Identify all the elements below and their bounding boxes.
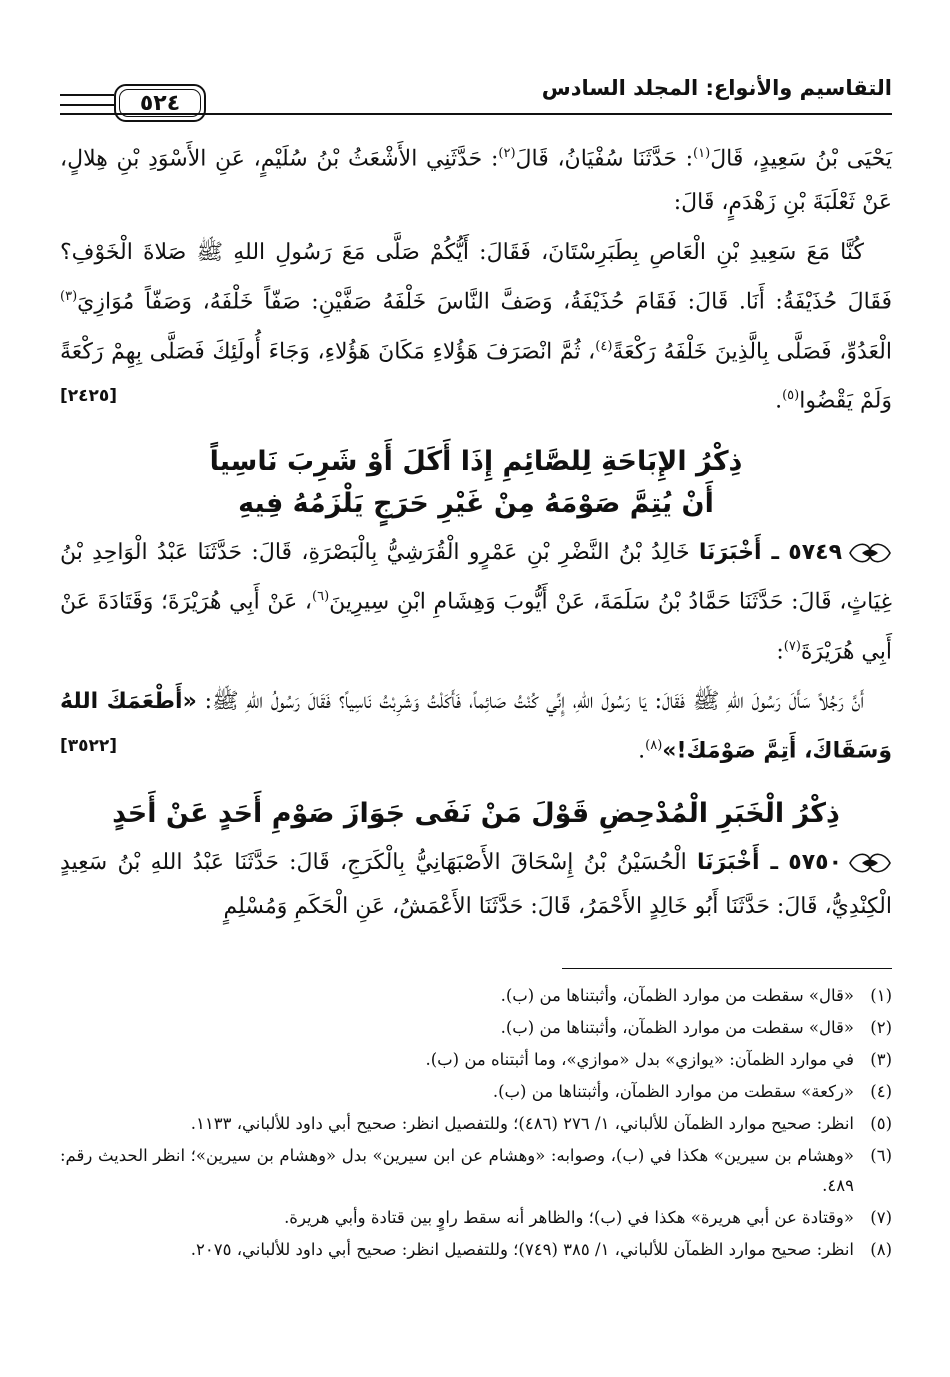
hadith-number: ٥٧٥٠	[788, 850, 842, 876]
footnote	[60, 981, 892, 1011]
text: أَنَّ رَجُلاً سَأَلَ رَسُولَ اللهِ ﷺ فَقَالَ: يَا رَسُولَ اللهِ، إِنِّي كُنْتُ صَائِماً، فَأَكَلْتُ وَشَرِبْتُ نَاسِياً؟ فَقَالَ رَسُولُ اللهِ ﷺ:	[196, 688, 864, 714]
hadith-reference: [٢٤٢٥]	[60, 385, 118, 406]
text: يَحْيَى بْنُ سَعِيدٍ، قَالَ	[710, 146, 893, 172]
footnote-number: (٤)	[870, 1082, 892, 1101]
hadith-ornament-icon	[848, 540, 892, 566]
footnote-number: (٧)	[870, 1208, 892, 1227]
footnotes	[60, 968, 892, 1267]
hadith-matn	[60, 231, 892, 423]
text: خَالِدُ بْنُ النَّضْرِ بْنِ عَمْرٍو الْقُرَشِيُّ بِالْبَصْرَةِ، قَالَ: حَدَّثَنَا عَبْدُ الْوَاحِدِ بْنُ غِيَاثٍ، قَالَ: حَدَّثَنَا حَمَّادُ بْنُ سَلَمَةَ، عَنْ أَيُّوبَ وَهِشَامِ ابْنِ سِيرِينَ	[60, 540, 893, 615]
footnote-marker: (٥)	[782, 387, 800, 403]
hadith-reference: [٣٥٢٢]	[60, 735, 118, 756]
footnote-marker: (٦)	[312, 589, 330, 605]
page-body	[60, 70, 892, 929]
footnote-text: انظر: صحيح موارد الظمآن للألباني، ١/ ٣٨٥ (٧٤٩)؛ وللتفصيل انظر: صحيح أبي داود للألباني، ٢٠٧٥.	[190, 1240, 854, 1259]
page-number: ٥٢٤	[114, 84, 206, 122]
footnote	[60, 1203, 892, 1233]
akhbarana: ـ أَخْبَرَنَا	[698, 540, 779, 566]
footnote	[60, 1077, 892, 1107]
text: ، عَنْ أَبِي هُرَيْرَةَ؛ وَقَتَادَةَ عَنْ أَبِي هُرَيْرَةَ	[60, 589, 892, 664]
footnote-number: (٦)	[870, 1146, 892, 1165]
header-double-rule	[60, 94, 114, 106]
heading-line: ذِكْرُ الإِبَاحَةِ لِلصَّائِمِ إِذَا أَكَلَ أَوْ شَرِبَ نَاسِياً	[209, 446, 743, 478]
footnote-marker: (٤)	[595, 338, 613, 354]
footnote	[60, 1109, 892, 1139]
text: كُنَّا مَعَ سَعِيدِ بْنِ الْعَاصِ بِطَبَرِسْتَانَ، فَقَالَ: أَيُّكُمْ صَلَّى مَعَ رَسُولِ اللهِ ﷺ صَلاةَ الْخَوْفِ؟ فَقَالَ حُذَيْفَةُ: أَنَا. قَالَ: فَقَامَ حُذَيْفَةُ، وَصَفَّ النَّاسَ خَلْفَهُ صَفَّيْنِ: صَفّاً خَلْفَهُ، وَصَفّاً مُوَازِيَ	[60, 240, 892, 315]
akhbarana: ـ أَخْبَرَنَا	[697, 850, 779, 876]
chapter-heading	[60, 441, 892, 525]
heading-line: أَنْ يُتِمَّ صَوْمَهُ مِنْ غَيْرِ حَرَجٍ يَلْزَمُهُ فِيهِ	[238, 488, 714, 520]
running-title: التقاسيم والأنواع: المجلد السادس	[541, 76, 892, 100]
footnote-text: في موارد الظمآن: «يوازي» بدل «موازي»، وما أثبتناه من (ب).	[425, 1050, 854, 1069]
hadith-number: ٥٧٤٩	[788, 540, 843, 566]
footnote-number: (٨)	[870, 1240, 892, 1259]
footnote-number: (٣)	[870, 1050, 892, 1069]
footnote	[60, 1045, 892, 1075]
text: : حَدَّثَنَا سُفْيَانُ، قَالَ	[515, 146, 694, 172]
page-header	[60, 70, 892, 122]
hadith-ornament-icon	[848, 850, 892, 876]
text: :	[776, 638, 784, 664]
header-rule	[60, 113, 892, 115]
text: .	[775, 388, 783, 414]
footnote-divider	[562, 968, 892, 969]
text: : حَدَّثَنِي الأَشْعَثُ بْنُ سُلَيْمٍ، عَنِ الأَسْوَدِ بْنِ هِلالٍ، عَنْ ثَعْلَبَةَ بْنِ زَهْدَمٍ، قَالَ:	[60, 146, 892, 216]
footnote-text: «قال» سقطت من موارد الظمآن، وأثبتناها من (ب).	[500, 1018, 854, 1037]
footnote-marker: (٣)	[60, 289, 78, 305]
footnote	[60, 1235, 892, 1265]
footnote-text: «ركعة» سقطت من موارد الظمآن، وأثبتناها من (ب).	[492, 1082, 854, 1101]
footnote-marker: (٢)	[498, 146, 516, 161]
hadith-isnad-continuation	[60, 132, 892, 225]
footnote-marker: (٧)	[783, 638, 801, 654]
footnote-number: (١)	[870, 986, 892, 1005]
hadith-5750-isnad	[60, 841, 892, 929]
heading-line: ذِكْرُ الْخَبَرِ الْمُدْحِضِ قَوْلَ مَنْ نَفَى جَوَازَ صَوْمِ أَحَدٍ عَنْ أَحَدٍ	[112, 798, 840, 830]
hadith-5749-isnad	[60, 531, 892, 674]
footnote-text: «قال» سقطت من موارد الظمآن، وأثبتناها من (ب).	[500, 986, 854, 1005]
text: ، ثُمَّ انْصَرَفَ هَؤُلاءِ مَكَانَ هَؤُلاءِ، وَجَاءَ أُولَئِكَ فَصَلَّى بِهِمْ رَكْعَةً وَلَمْ يَقْضُوا	[60, 338, 892, 414]
footnote-number: (٢)	[870, 1018, 892, 1037]
hadith-5749-matn	[60, 680, 892, 773]
footnote-marker: (١)	[693, 146, 711, 161]
text: .	[638, 738, 646, 764]
footnote-text: «وهشام بن سيرين» هكذا في (ب)، وصوابه: «وهشام عن ابن سيرين» بدل «وهشام بن سيرين»؛ انظر الحديث رقم: ٤٨٩.	[60, 1146, 854, 1195]
footnote-number: (٥)	[870, 1114, 892, 1133]
footnote-text: انظر: صحيح موارد الظمآن للألباني، ١/ ٢٧٦ (٤٨٦)؛ وللتفصيل انظر: صحيح أبي داود للألباني، ١١٣٣.	[190, 1114, 854, 1133]
footnote	[60, 1141, 892, 1201]
footnote	[60, 1013, 892, 1043]
footnote-marker: (٨)	[645, 737, 663, 753]
chapter-heading	[60, 793, 892, 835]
footnote-text: «وقتادة عن أبي هريرة» هكذا في (ب)؛ والظاهر أنه سقط راوٍ بين قتادة وأبي هريرة.	[284, 1208, 854, 1227]
text: الْحُسَيْنُ بْنُ إِسْحَاقَ الأَصْبَهَانِيُّ بِالْكَرَجِ، قَالَ: حَدَّثَنَا عَبْدُ اللهِ بْنُ سَعِيدٍ الْكِنْدِيُّ، قَالَ: حَدَّثَنَا أَبُو خَالِدٍ الأَحْمَرُ، قَالَ: حَدَّثَنَا الأَعْمَشُ، عَنِ الْحَكَمِ وَمُسْلِمٍ	[60, 850, 892, 920]
text: الْعَدُوِّ، فَصَلَّى بِالَّذِينَ خَلْفَهُ رَكْعَةً	[612, 338, 892, 364]
prophetic-saying: «أَطْعَمَكَ اللهُ وَسَقَاكَ، أَتِمَّ صَوْمَكَ!»	[60, 688, 892, 764]
